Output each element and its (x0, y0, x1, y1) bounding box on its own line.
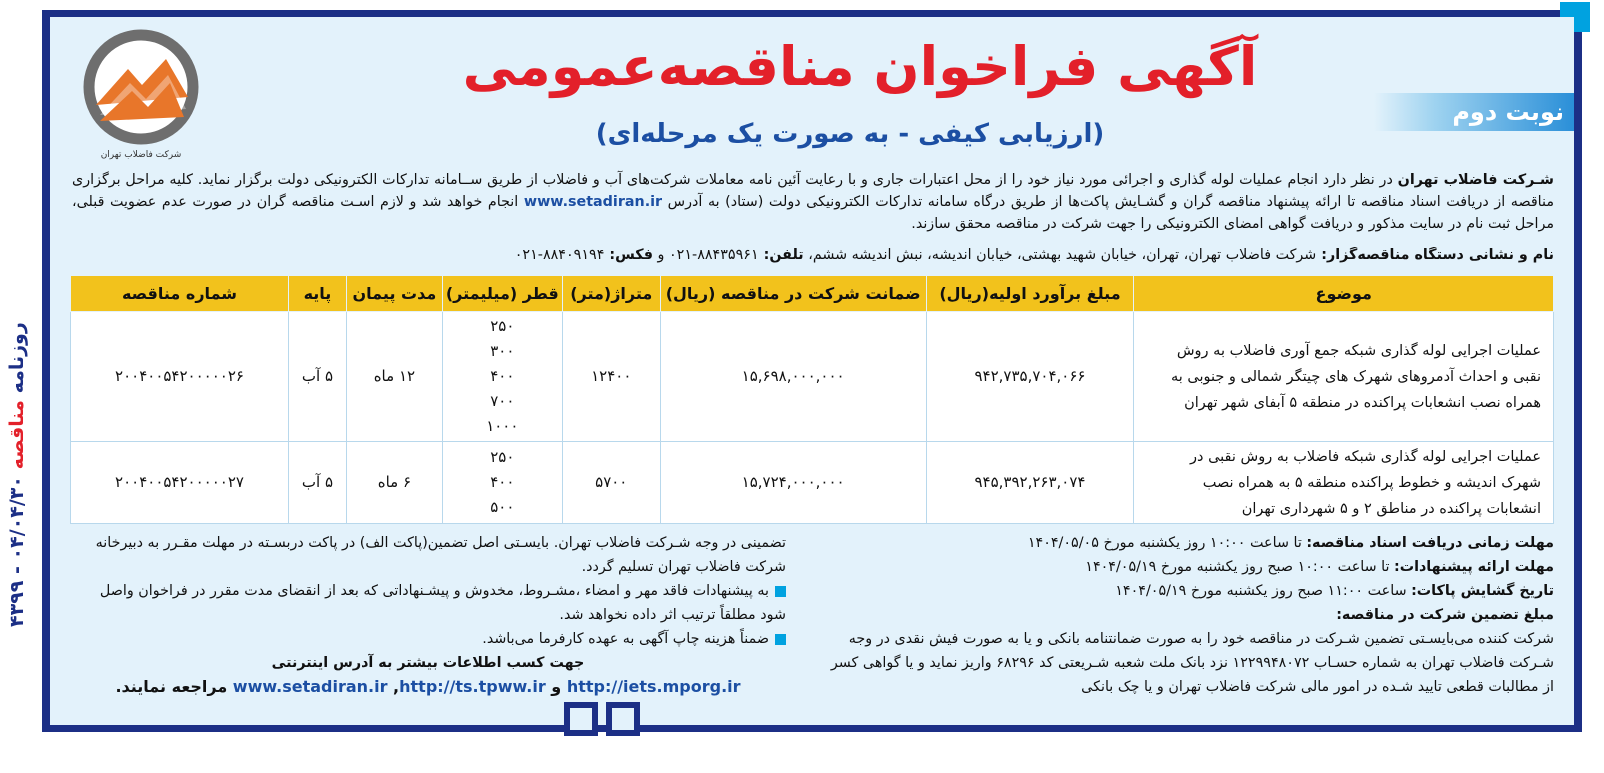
publication-brand: مناقصه (6, 400, 28, 470)
setad-link-2[interactable]: www.setadiran.ir (232, 677, 388, 696)
tel-label: تلفن: (758, 247, 804, 263)
note-text: به پیشنهادات فاقد مهر و امضاء ،مشـروط، مخدوش و پیشـنهاداتی که بعد از انقضای مدت مقرر در فراخوان واصل شود مطلقاً ترتیب اثر داده نخواهد شد. (99, 583, 786, 623)
bullet-icon (775, 634, 786, 645)
bottom-decoration-left (564, 702, 598, 736)
row-grade: ۵ آب (288, 442, 346, 524)
intro-text-2: انجام خواهد شد و لازم اسـت مناقصه گران در صورت عدم عضویت قبلی، مراحل ثبت نام در سایت مذکور و دریافت گواهی امضای الکترونیکی را جهت شرکت در مناقصه محقق سازند. (72, 194, 1554, 232)
open-value: ساعت ۱۱:۰۰ صبح روز یکشنبه مورخ ۱۴۰۴/۰۵/۱۹ (1115, 583, 1412, 599)
guarantee-text: شرکت کننده می‌بایسـتی تضمین شـرکت در مناقصه خود را به صورت ضمانتنامه بانکی و یا به صورت فیش نقدی در وجه شـرکت فاضلاب تهران به شماره حسـاب ۱۲۲۹۹۴۸۰۷۲ نزد بانک ملت شعبه شـریعتی کد ۶۸۲۹۶ واریز نماید و یا گواهی کسر از مطالبات قطعی تایید شـده در امور مالی شرکت فاضلاب تهران و یا چک بانکی (830, 631, 1554, 695)
table-row (71, 312, 1554, 442)
row-guarantee: ۱۵,۶۹۸,۰۰۰,۰۰۰ (660, 312, 926, 442)
header-duration: مدت پیمان (346, 276, 442, 312)
diameter-value: ۴۰۰ (490, 473, 515, 491)
fax-value: ۸۸۴۰۹۱۹۴-۰۲۱ (514, 247, 605, 263)
row-grade: ۵ آب (288, 312, 346, 442)
tel-value: ۸۸۴۳۵۹۶۱-۰۲۱ (668, 247, 759, 263)
publication-label (6, 322, 36, 627)
intro-paragraph (72, 169, 1554, 235)
receive-label: مهلت زمانی دریافت اسناد مناقصه: (1306, 535, 1554, 551)
header-diameter: قطر (میلیمتر) (442, 276, 562, 312)
diameter-value: ۵۰۰ (490, 498, 515, 516)
table-row (71, 442, 1554, 524)
row-estimate: ۹۴۵,۳۹۲,۲۶۳,۰۷۴ (926, 442, 1134, 524)
submit-deadline (820, 555, 1554, 579)
address-line (72, 247, 1554, 263)
diameter-value: ۴۰۰ (490, 367, 515, 385)
row-diameters (442, 312, 562, 442)
submit-value: تا ساعت ۱۰:۰۰ صبح روز یکشنبه مورخ ۱۴۰۴/۰۵/۱۹ (1085, 559, 1394, 575)
fax-label: فکس: (604, 247, 653, 263)
side-margin (0, 0, 42, 773)
diameter-value: ۷۰۰ (490, 392, 515, 410)
links-line (70, 675, 786, 699)
guarantee-heading (820, 603, 1554, 627)
row-number: ۲۰۰۴۰۰۵۴۲۰۰۰۰۰۲۶ (71, 312, 289, 442)
links-and: و (545, 677, 567, 696)
company-name: شـرکت فاضلاب تهران (1397, 172, 1554, 188)
row-duration: ۶ ماه (346, 442, 442, 524)
header-guarantee: ضمانت شرکت در مناقصه (ریال) (660, 276, 926, 312)
guarantee-continuation: تضمینی در وجه شـرکت فاضلاب تهران. بایسـتی اصل تضمین(پاکت الف) در پاکت دربسـته در مهلت مقـرر به دبیرخانه شرکت فاضلاب تهران تسلیم گردد. (95, 535, 786, 575)
address-label: نام و نشانی دستگاه مناقصه‌گزار: (1316, 247, 1554, 263)
bottom-decoration-right (606, 702, 640, 736)
header-grade: پایه (288, 276, 346, 312)
diameter-value: ۲۵۰ (490, 317, 515, 335)
diameter-value: ۳۰۰ (490, 342, 515, 360)
more-info-heading: جهت کسب اطلاعات بیشتر به آدرس اینترنتی (271, 655, 585, 671)
row-length: ۱۲۴۰۰ (562, 312, 660, 442)
note-item (70, 579, 786, 627)
row-guarantee: ۱۵,۷۲۴,۰۰۰,۰۰۰ (660, 442, 926, 524)
publication-issue: ۰۴/۰۴/۳۰ - ۴۳۹۹ (6, 476, 28, 627)
table-header-row (71, 276, 1554, 312)
opening-date (820, 579, 1554, 603)
ad-subtitle: (ارزیابی کیفی - به صورت یک مرحله‌ای) (595, 119, 1105, 149)
row-duration: ۱۲ ماه (346, 312, 442, 442)
row-estimate: ۹۴۲,۷۳۵,۷۰۴,۰۶۶ (926, 312, 1134, 442)
header-estimate: مبلغ برآورد اولیه(ریال) (926, 276, 1134, 312)
round-badge: نوبت دوم (1374, 93, 1574, 131)
tpww-link[interactable]: http://ts.tpww.ir (399, 677, 546, 696)
publication-prefix: روزنامه (6, 322, 28, 401)
ad-body (50, 17, 1574, 725)
header-number: شماره مناقصه (71, 276, 289, 312)
intro-text-1: در نظر دارد انجام عملیات لوله گذاری و اجرائی مورد نیاز خود را از محل اعتبارات جاری و با رعایت آئین نامه معاملات شرکت‌های آب و فاضلاب از طریق ســامانه تدارکات الکترونیکی دولت برگزار نماید. کلیه مراحل برگزاری مناقصه از دریافت اسناد مناقصه تا ارائه پیشنهاد مناقصه گران و گشـایش پاکت‌ها از طریق درگاه سامانه تدارکات الکترونیکی دولت (ستاد) به آدرس (72, 172, 1555, 210)
bullet-icon (775, 586, 786, 597)
guarantee-label: مبلغ تضمین شرکت در مناقصه: (1336, 607, 1554, 623)
diameter-value: ۱۰۰۰ (486, 417, 519, 435)
header-subject: موضوع (1134, 276, 1554, 312)
diameter-value: ۲۵۰ (490, 448, 515, 466)
logo-caption: شرکت فاضلاب تهران (100, 150, 182, 160)
links-comma: , (387, 677, 400, 696)
address-and: و (652, 247, 669, 263)
refer-text: مراجعه نمایند. (115, 677, 233, 696)
receive-value: تا ساعت ۱۰:۰۰ روز یکشنبه مورخ ۱۴۰۴/۰۵/۰۵ (1027, 535, 1307, 551)
row-length: ۵۷۰۰ (562, 442, 660, 524)
row-subject: عملیات اجرایی لوله گذاری شبکه فاضلاب به روش نقبی در شهرک اندیشه و خطوط پراکنده منطقه ۵ به همراه نصب انشعابات پراکنده در مناطق ۲ و ۵ شهرداری تهران (1134, 442, 1554, 524)
header-length: متراژ(متر) (562, 276, 660, 312)
row-subject: عملیات اجرایی لوله گذاری شبکه جمع آوری فاضلاب به روش نقبی و احداث آدمروهای شهرک های چیتگر شمالی و جنوبی به همراه نصب انشعابات پراکنده در منطقه ۵ آبفای شهر تهران (1134, 312, 1554, 442)
address-text: شرکت فاضلاب تهران، تهران، خیابان شهید بهشتی، خیابان اندیشه، نبش اندیشه ششم، (803, 247, 1317, 263)
receive-deadline (820, 531, 1554, 555)
setad-link[interactable]: www.setadiran.ir (523, 194, 663, 210)
note-item (70, 627, 786, 651)
tender-table (70, 275, 1554, 524)
submit-label: مهلت ارائه پیشنهادات: (1393, 559, 1554, 575)
deadlines-block (820, 531, 1554, 699)
ad-title: آگهی فراخوان مناقصه‌عمومی (462, 35, 1258, 98)
note-text: ضمناً هزینه چاپ آگهی به عهده کارفرما می‌باشد. (482, 631, 769, 647)
open-label: تاریخ گشایش پاکات: (1411, 583, 1554, 599)
iets-link[interactable]: http://iets.mporg.ir (566, 677, 741, 696)
row-diameters (442, 442, 562, 524)
row-number: ۲۰۰۴۰۰۵۴۲۰۰۰۰۰۲۷ (71, 442, 289, 524)
notes-block (70, 531, 786, 699)
